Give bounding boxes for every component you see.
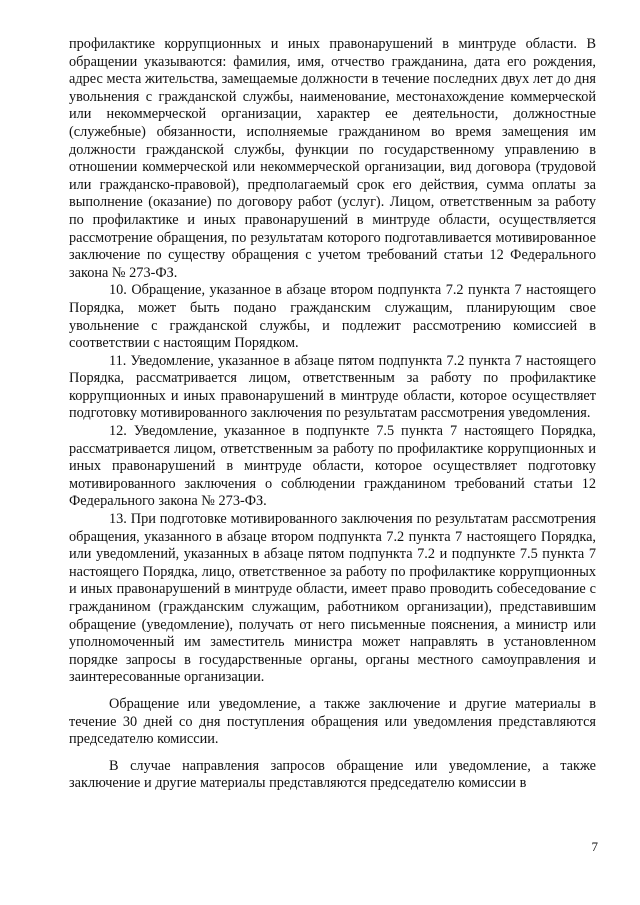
paragraph-item-11: 11. Уведомление, указанное в абзаце пятом подпункта 7.2 пункта 7 настоящего Порядка, рассматривается лицом, ответственным за работу по профилактике коррупционных и иных правонарушений в минтруде области, которое осуществляет подготовку мотивированного заключения по результатам рассмотрения уведомления.: [69, 352, 596, 422]
paragraph-item-13: 13. При подготовке мотивированного заключения по результатам рассмотрения обращения, указанного в абзаце втором подпункта 7.2 пункта 7 настоящего Порядка, или уведомлений, указанных в абзаце пятом подпункта 7.2 и подпункте 7.5 пункта 7 настоящего Порядка, лицо, ответственное за работу по профилактике коррупционных и иных правонарушений в минтруде области, имеет право проводить собеседование с гражданином (гражданским служащим, работником организации), представившим обращение (уведомление), получать от него письменные пояснения, а министр или уполномоченный им заместитель министра может направлять в установленном порядке запросы в государственные органы, органы местного самоуправления и заинтересованные организации.: [69, 511, 596, 686]
paragraph-submission-deadline: Обращение или уведомление, а также заключение и другие материалы в течение 30 дней со дня поступления обращения или уведомления представляются председателю комиссии.: [69, 695, 596, 748]
paragraph-continuation: профилактике коррупционных и иных правонарушений в минтруде области. В обращении указываются: фамилия, имя, отчество гражданина, дата его рождения, адрес места жительства, замещаемые должности в течение последних двух лет до дня увольнения с гражданской службы, наименование, местонахождение коммерческой или некоммерческой организации, характер ее деятельности, должностные (служебные) обязанности, исполняемые гражданином во время замещения им должности гражданской службы, функции по государственному управлению в отношении коммерческой или некоммерческой организации, вид договора (трудовой или гражданско-правовой), предполагаемый срок его действия, сумма оплаты за выполнение (оказание) по договору работ (услуг). Лицом, ответственным за работу по профилактике и иных правонарушений в минтруде области, осуществляется рассмотрение обращения, по результатам которого подготавливается мотивированное заключение по существу обращения с учетом требований статьи 12 Федерального закона № 273-ФЗ.: [69, 36, 596, 281]
paragraph-item-10: 10. Обращение, указанное в абзаце втором подпункта 7.2 пункта 7 настоящего Порядка, может быть подано гражданским служащим, планирующим свое увольнение с гражданской службы, и подлежит рассмотрению комиссией в соответствии с настоящим Порядком.: [69, 282, 596, 352]
paragraph-requests-case: В случае направления запросов обращение или уведомление, а также заключение и другие материалы представляются председателю комиссии в: [69, 757, 596, 792]
document-body: [69, 36, 596, 793]
page-number: 7: [591, 839, 598, 854]
paragraph-item-12: 12. Уведомление, указанное в подпункте 7.5 пункта 7 настоящего Порядка, рассматривается лицом, ответственным за работу по профилактике коррупционных и иных правонарушений в минтруде области, которое осуществляет подготовку мотивированного заключения о соблюдении гражданином требований статьи 12 Федерального закона № 273-ФЗ.: [69, 423, 596, 510]
